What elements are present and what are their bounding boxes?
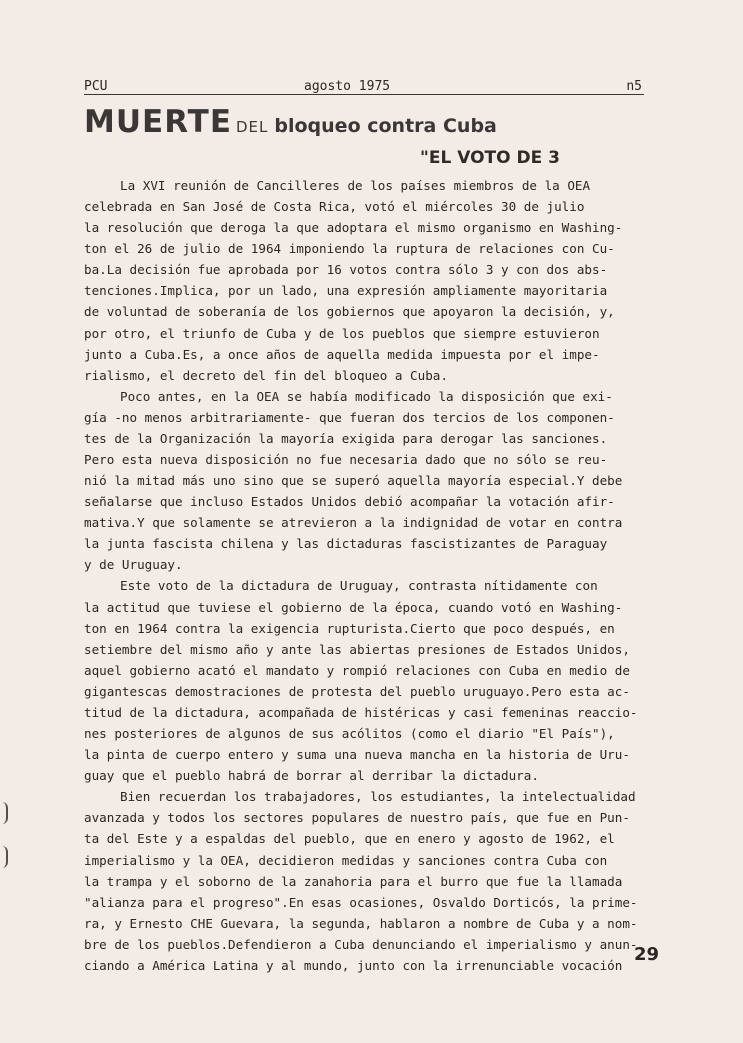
text-line: Poco antes, en la OEA se había modificado la disposición que exi- xyxy=(120,388,613,404)
text-line: rialismo, el decreto del fin del bloqueo a Cuba. xyxy=(84,367,448,383)
text-line: guay que el pueblo habrá de borrar al derribar la dictadura. xyxy=(84,768,539,784)
text-line: aquel gobierno acató el mandato y rompió relaciones con Cuba en medio de xyxy=(84,662,630,678)
text-line: la resolución que deroga la que adoptara el mismo organismo en Washing- xyxy=(84,220,623,236)
text-line: nes posteriores de algunos de sus acólitos (como el diario "El País"), xyxy=(84,726,615,742)
running-header xyxy=(84,80,644,95)
text-line: de voluntad de soberanía de los gobiernos que apoyaron la decisión, y, xyxy=(84,304,615,320)
text-line: la actitud que tuviese el gobierno de la época, cuando votó en Washing- xyxy=(84,599,623,615)
text-line: mativa.Y que solamente se atrevieron a la indignidad de votar en contra xyxy=(84,515,623,531)
text-line: gía -no menos arbitrariamente- que fueran dos tercios de los componen- xyxy=(84,409,615,425)
header-issue-number: n5 xyxy=(626,79,642,94)
text-line: bre de los pueblos.Defendieron a Cuba denunciando el imperialismo y anun- xyxy=(84,936,638,952)
text-line: setiembre del mismo año y ante las abiertas presiones de Estados Unidos, xyxy=(84,641,630,657)
text-line: ta del Este y a espaldas del pueblo, que en enero y agosto de 1962, el xyxy=(84,831,615,847)
binding-mark xyxy=(2,802,8,824)
text-line: junto a Cuba.Es, a once años de aquella medida impuesta por el impe- xyxy=(84,346,600,362)
text-line: gigantescas demostraciones de protesta del pueblo uruguayo.Pero esta ac- xyxy=(84,683,630,699)
title-muerte: MUERTE xyxy=(84,104,232,140)
text-line: Pero esta nueva disposición no fue necesaria dado que no sólo se reu- xyxy=(84,452,608,468)
text-line: titud de la dictadura, acompañada de histéricas y casi femeninas reaccio- xyxy=(84,704,638,720)
text-line: ton en 1964 contra la exigencia rupturista.Cierto que poco después, en xyxy=(84,620,615,636)
text-line: nió la mitad más uno sino que se superó aquella mayoría especial.Y debe xyxy=(84,473,623,489)
section-heading: "EL VOTO DE 3 xyxy=(420,148,560,168)
text-line: ba.La decisión fue aprobada por 16 votos contra sólo 3 y con dos abs- xyxy=(84,262,608,278)
text-line: Este voto de la dictadura de Uruguay, contrasta nítidamente con xyxy=(120,578,598,594)
article-body xyxy=(84,175,674,976)
title-del: DEL xyxy=(236,118,269,136)
text-line: ton el 26 de julio de 1964 imponiendo la ruptura de relaciones con Cu- xyxy=(84,241,615,257)
text-line: imperialismo y la OEA, decidieron medidas y sanciones contra Cuba con xyxy=(84,852,608,868)
page-number: 29 xyxy=(634,944,660,965)
text-line: tenciones.Implica, por un lado, una expresión ampliamente mayoritaria xyxy=(84,283,608,299)
header-date: agosto 1975 xyxy=(304,79,391,94)
header-publication: PCU xyxy=(84,79,108,94)
text-line: por otro, el triunfo de Cuba y de los pueblos que siempre estuvieron xyxy=(84,325,600,341)
text-line: y de Uruguay. xyxy=(84,557,183,573)
title-bloqueo: bloqueo contra Cuba xyxy=(274,115,497,137)
text-line: ra, y Ernesto CHE Guevara, la segunda, hablaron a nombre de Cuba y a nom- xyxy=(84,915,638,931)
text-line: tes de la Organización la mayoría exigida para derogar las sanciones. xyxy=(84,430,608,446)
text-line: "alianza para el progreso".En esas ocasiones, Osvaldo Dorticós, la prime- xyxy=(84,894,638,910)
text-line: ciando a América Latina y al mundo, junto con la irrenunciable vocación xyxy=(84,957,623,973)
text-line: avanzada y todos los sectores populares de nuestro país, que fue en Pun- xyxy=(84,810,630,826)
binding-mark xyxy=(2,846,8,868)
text-line: la pinta de cuerpo entero y suma una nueva mancha en la historia de Uru- xyxy=(84,747,630,763)
text-line: señalarse que incluso Estados Unidos debió acompañar la votación afir- xyxy=(84,494,615,510)
text-line: la trampa y el soborno de la zanahoria para el burro que fue la llamada xyxy=(84,873,623,889)
text-line: la junta fascista chilena y las dictaduras fascistizantes de Paraguay xyxy=(84,536,608,552)
article-title xyxy=(84,104,497,140)
text-line: Bien recuerdan los trabajadores, los estudiantes, la intelectualidad xyxy=(120,789,636,805)
text-line: La XVI reunión de Cancilleres de los países miembros de la OEA xyxy=(120,178,591,193)
text-line: celebrada en San José de Costa Rica, votó el miércoles 30 de julio xyxy=(84,199,585,215)
